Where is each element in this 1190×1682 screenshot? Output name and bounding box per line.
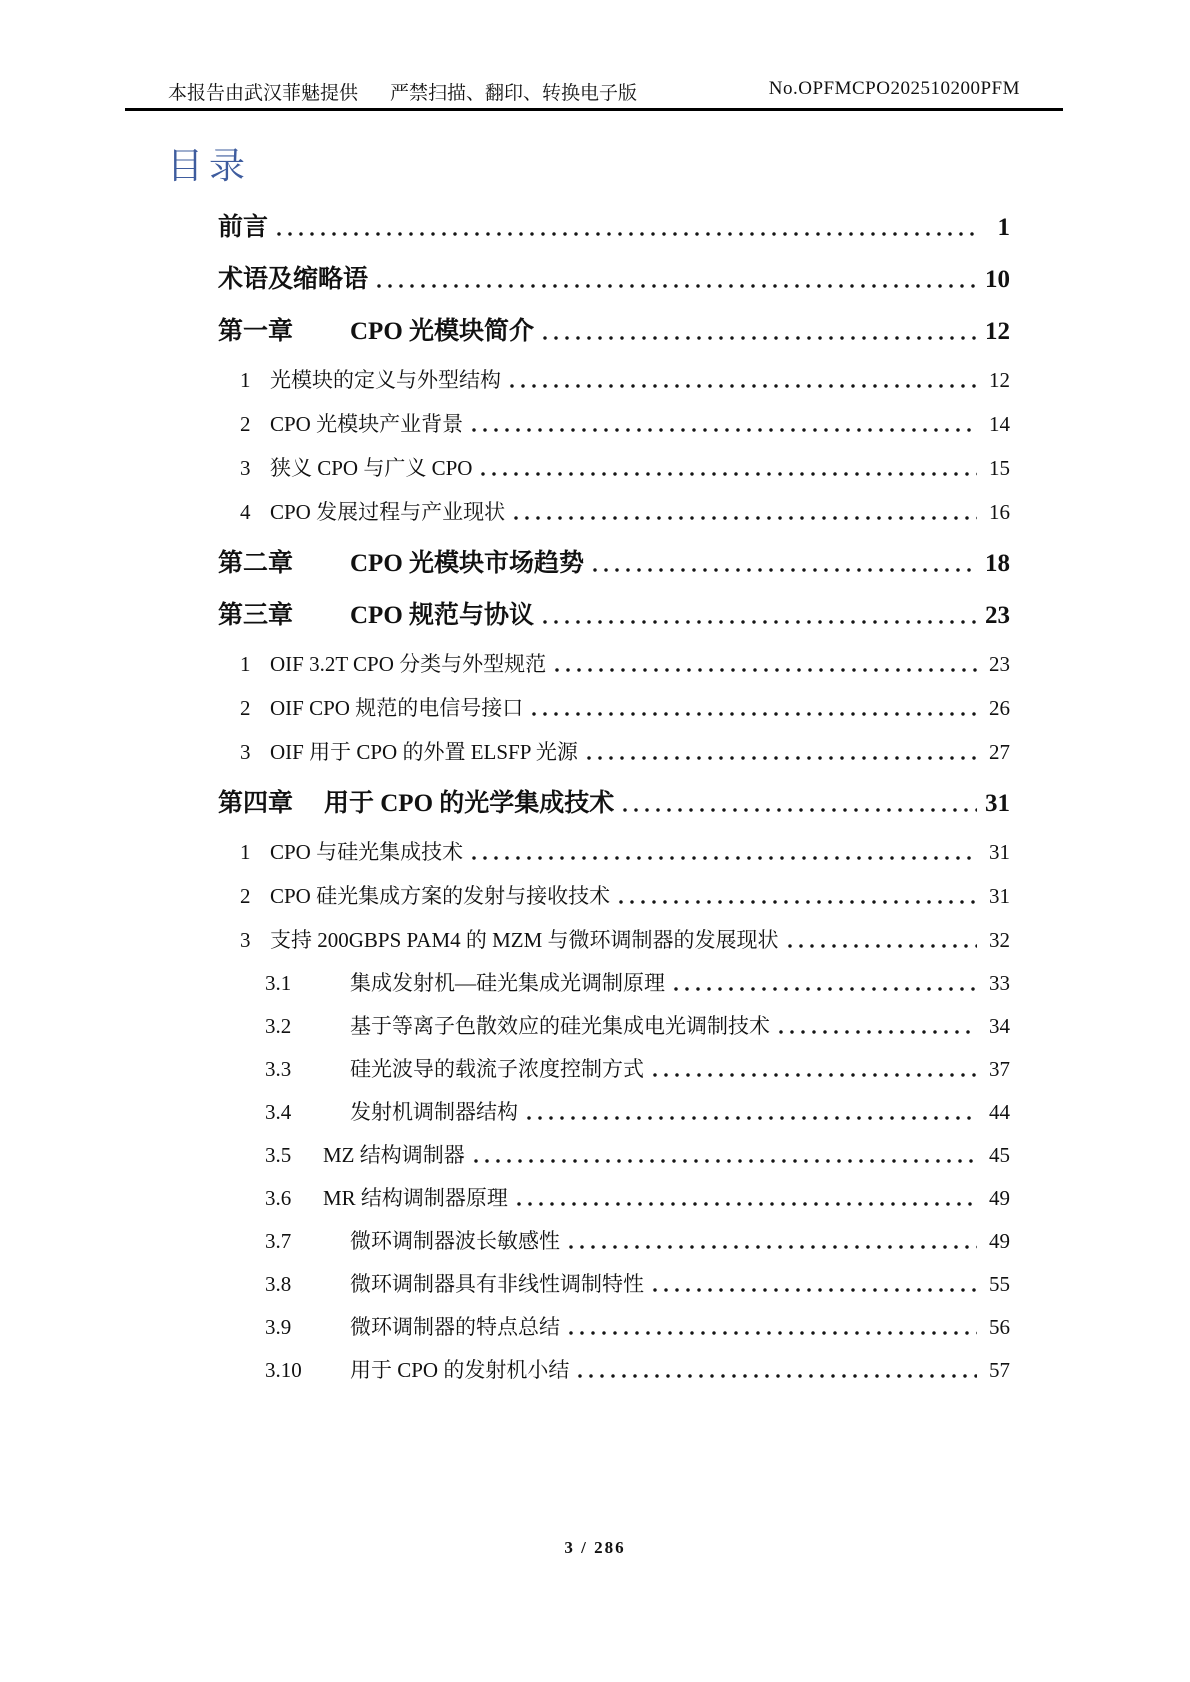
entry-number: 3.6 [265, 1186, 292, 1210]
entry-number: 2 [240, 696, 251, 720]
dot-leader [569, 1331, 977, 1335]
toc-entry [218, 594, 1010, 638]
entry-title: 术语及缩略语 [218, 266, 369, 293]
entry-title: OIF 用于 CPO 的外置 ELSFP 光源 [270, 740, 578, 764]
entry-title: CPO 光模块产业背景 [270, 412, 464, 436]
entry-number: 3 [240, 456, 251, 480]
entry-title: 发射机调制器结构 [350, 1100, 518, 1124]
entry-title: 狭义 CPO 与广义 CPO [270, 456, 473, 480]
entry-page-number: 12 [989, 368, 1010, 392]
entry-number: 1 [240, 840, 251, 864]
entry-page-number: 1 [997, 214, 1010, 241]
entry-title: 微环调制器具有非线性调制特性 [350, 1272, 644, 1296]
entry-page-number: 16 [989, 500, 1010, 524]
entry-number: 1 [240, 652, 251, 676]
toc-entry [218, 1005, 1010, 1048]
entry-page-number: 14 [989, 412, 1010, 436]
entry-page-number: 23 [985, 602, 1010, 629]
dot-leader [517, 1202, 977, 1206]
toc-entry [218, 962, 1010, 1005]
dot-leader [674, 987, 977, 991]
entry-title: 微环调制器波长敏感性 [350, 1229, 560, 1253]
toc-entry [218, 1263, 1010, 1306]
toc-entry [218, 1134, 1010, 1177]
entry-page-number: 31 [985, 790, 1010, 817]
entry-number: 3.9 [265, 1315, 292, 1339]
dot-leader [481, 472, 977, 476]
dot-leader [623, 808, 977, 812]
entry-page-number: 34 [989, 1014, 1010, 1038]
entry-title: CPO 与硅光集成技术 [270, 840, 464, 864]
entry-title: CPO 光模块简介 [350, 318, 535, 345]
dot-leader [474, 1159, 977, 1163]
entry-page-number: 23 [989, 652, 1010, 676]
entry-title: MR 结构调制器原理 [323, 1186, 508, 1210]
header-warning-text: 严禁扫描、翻印、转换电子版 [390, 83, 638, 104]
entry-title: 硅光波导的载流子浓度控制方式 [350, 1057, 644, 1081]
entry-page-number: 31 [989, 884, 1010, 908]
entry-title: CPO 规范与协议 [350, 602, 535, 629]
dot-leader [510, 384, 977, 388]
entry-number: 3 [240, 928, 251, 952]
dot-leader [593, 568, 977, 572]
entry-page-number: 45 [989, 1143, 1010, 1167]
toc-entry [218, 874, 1010, 918]
entry-number: 3 [240, 740, 251, 764]
toc-entry [218, 446, 1010, 490]
entry-title: MZ 结构调制器 [323, 1143, 465, 1167]
dot-leader [569, 1245, 977, 1249]
entry-number: 2 [240, 412, 251, 436]
dot-leader [527, 1116, 977, 1120]
entry-title: 用于 CPO 的光学集成技术 [324, 790, 615, 817]
entry-page-number: 31 [989, 840, 1010, 864]
entry-title: 支持 200GBPS PAM4 的 MZM 与微环调制器的发展现状 [270, 928, 779, 952]
entry-title: CPO 硅光集成方案的发射与接收技术 [270, 884, 611, 908]
entry-page-number: 57 [989, 1358, 1010, 1382]
toc-entry [218, 1177, 1010, 1220]
entry-page-number: 49 [989, 1229, 1010, 1253]
dot-leader [653, 1288, 977, 1292]
entry-title: OIF CPO 规范的电信号接口 [270, 696, 524, 720]
toc-entry [218, 490, 1010, 534]
page-indicator: 3 / 286 [564, 1538, 626, 1557]
dot-leader [472, 856, 977, 860]
entry-number: 第四章 [218, 790, 294, 817]
entry-number: 3.5 [265, 1143, 292, 1167]
entry-number: 第三章 [218, 602, 294, 629]
toc-entry [218, 402, 1010, 446]
entry-number: 3.7 [265, 1229, 292, 1253]
entry-number: 3.2 [265, 1014, 292, 1038]
toc-entry [218, 1091, 1010, 1134]
entry-title: 集成发射机—硅光集成光调制原理 [350, 971, 665, 995]
entry-page-number: 55 [989, 1272, 1010, 1296]
entry-title: CPO 发展过程与产业现状 [270, 500, 506, 524]
entry-page-number: 27 [989, 740, 1010, 764]
entry-number: 第二章 [218, 550, 294, 577]
header-report-number: No.OPFMCPO202510200PFM [768, 78, 1020, 99]
entry-title: 前言 [218, 214, 269, 241]
toc-entry [218, 730, 1010, 774]
dot-leader [532, 712, 977, 716]
entry-number: 3.10 [265, 1358, 302, 1382]
entry-number: 2 [240, 884, 251, 908]
toc-entry [218, 918, 1010, 962]
entry-title: CPO 光模块市场趋势 [350, 550, 585, 577]
dot-leader [377, 284, 977, 288]
dot-leader [277, 232, 977, 236]
page-footer [0, 1538, 1190, 1558]
entry-page-number: 33 [989, 971, 1010, 995]
dot-leader [619, 900, 977, 904]
entry-page-number: 12 [985, 318, 1010, 345]
dot-leader [543, 336, 977, 340]
entry-title: 基于等离子色散效应的硅光集成电光调制技术 [350, 1014, 770, 1038]
dot-leader [578, 1374, 977, 1378]
toc-entry [218, 782, 1010, 826]
entry-page-number: 10 [985, 266, 1010, 293]
entry-page-number: 49 [989, 1186, 1010, 1210]
dot-leader [472, 428, 977, 432]
entry-number: 3.4 [265, 1100, 292, 1124]
dot-leader [555, 668, 977, 672]
entry-page-number: 44 [989, 1100, 1010, 1124]
entry-page-number: 56 [989, 1315, 1010, 1339]
entry-page-number: 37 [989, 1057, 1010, 1081]
entry-title: 光模块的定义与外型结构 [270, 368, 501, 392]
toc-entry [218, 206, 1010, 250]
toc-entry [218, 686, 1010, 730]
dot-leader [779, 1030, 977, 1034]
header-provider-text: 本报告由武汉菲魅提供 [168, 83, 359, 104]
toc-entry [218, 642, 1010, 686]
toc-entry [218, 1048, 1010, 1091]
entry-number: 第一章 [218, 318, 294, 345]
page-title: 目录 [167, 146, 252, 186]
dot-leader [788, 944, 977, 948]
entry-page-number: 18 [985, 550, 1010, 577]
toc-entry [218, 1349, 1010, 1392]
toc-entry [218, 310, 1010, 354]
entry-number: 3.1 [265, 971, 292, 995]
toc-entry [218, 1220, 1010, 1263]
toc-entry [218, 258, 1010, 302]
entry-title: OIF 3.2T CPO 分类与外型规范 [270, 652, 547, 676]
entry-number: 1 [240, 368, 251, 392]
dot-leader [514, 516, 977, 520]
entry-number: 3.3 [265, 1057, 292, 1081]
dot-leader [653, 1073, 977, 1077]
toc-entry [218, 358, 1010, 402]
toc-entry [218, 830, 1010, 874]
entry-title: 微环调制器的特点总结 [350, 1315, 560, 1339]
entry-page-number: 26 [989, 696, 1010, 720]
toc-entry [218, 1306, 1010, 1349]
dot-leader [543, 620, 977, 624]
dot-leader [587, 756, 977, 760]
entry-number: 3.8 [265, 1272, 292, 1296]
toc-list [218, 198, 1010, 1392]
entry-number: 4 [240, 500, 251, 524]
entry-page-number: 32 [989, 928, 1010, 952]
toc-entry [218, 542, 1010, 586]
entry-title: 用于 CPO 的发射机小结 [350, 1358, 570, 1382]
header-rule-divider [125, 108, 1063, 111]
entry-page-number: 15 [989, 456, 1010, 480]
